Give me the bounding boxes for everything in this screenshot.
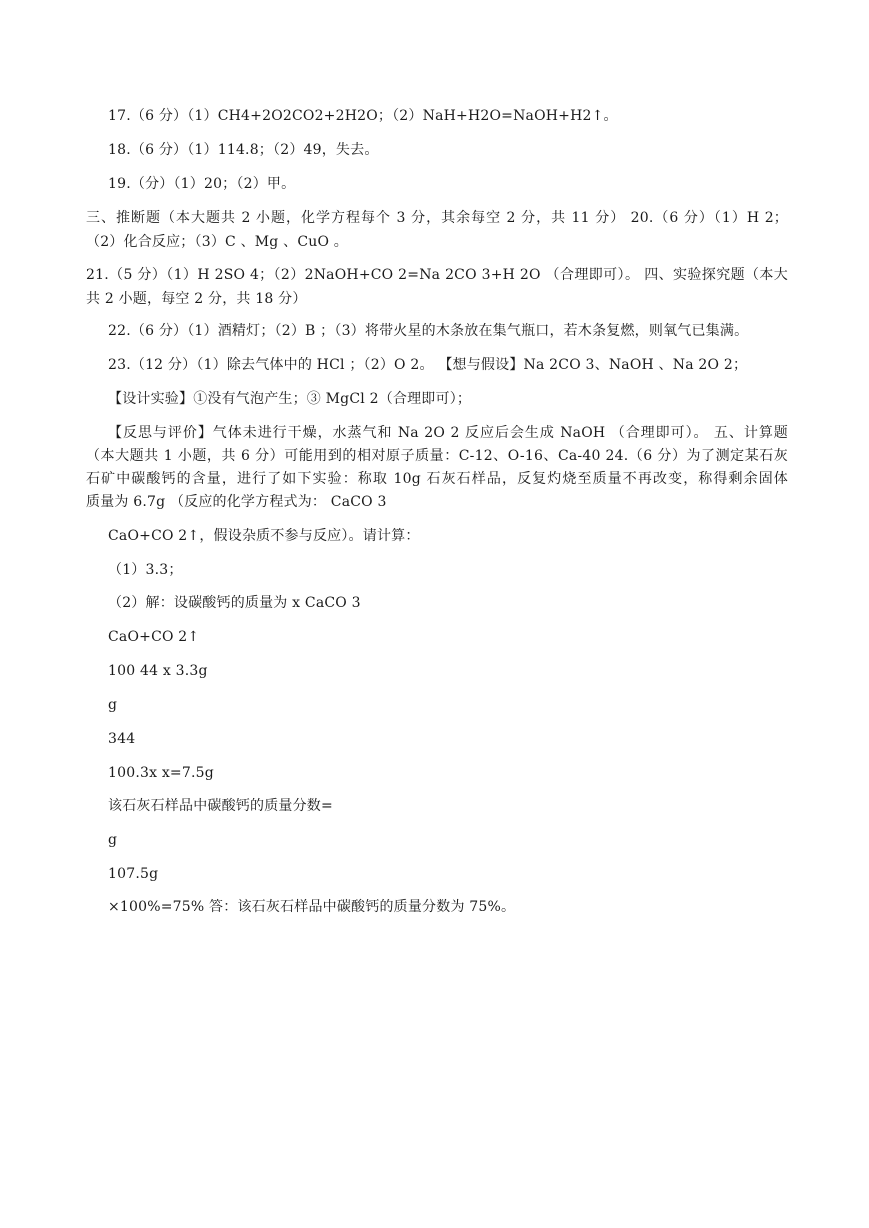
answer-20-continued: （2）化合反应；（3）C 、Mg 、CuO 。: [86, 234, 348, 250]
fraction-fragment-4: 107.5g: [108, 866, 159, 882]
section-4-heading-continued: 共 2 小题，每空 2 分，共 18 分）: [86, 291, 307, 307]
fraction-fragment-2: 344: [108, 731, 136, 747]
fraction-fragment-3: g: [108, 832, 118, 848]
mass-fraction-label: 该石灰石样品中碳酸钙的质量分数=: [108, 798, 333, 814]
answer-24-part-1: （1）3.3；: [108, 562, 183, 578]
final-answer: ×100%=75% 答：该石灰石样品中碳酸钙的质量分数为 75%。: [108, 899, 516, 915]
answer-22: 22.（6 分）（1）酒精灯；（2）B ；（3）将带火星的木条放在集气瓶口，若木条复燃，则氧气已集满。: [108, 323, 749, 339]
answer-23: 23.（12 分）（1）除去气体中的 HCl ；（2）O 2。 【想与假设】Na 2CO 3、NaOH 、Na 2O 2；: [108, 357, 748, 373]
answer-23-reflection: 【反思与评价】气体未进行干燥，水蒸气和 Na 2O 2 反应后会生成 NaOH （合理即可）。 五、计算题: [108, 425, 788, 441]
solution-result: 100.3x x=7.5g: [108, 765, 214, 781]
fraction-fragment-1: g: [108, 697, 118, 713]
section-3-heading-answer-20: 三、推断题（本大题共 2 小题，化学方程每个 3 分，其余每空 2 分，共 11 分） 20.（6 分）（1）H 2；: [86, 210, 788, 226]
answer-21-section-4-heading: 21.（5 分）（1）H 2SO 4；（2）2NaOH+CO 2=Na 2CO 3+H 2O （合理即可）。 四、实验探究题（本大: [86, 267, 788, 283]
answer-19: 19.（分）（1）20；（2）甲。: [108, 176, 296, 192]
answer-24-part-2: （2）解：设碳酸钙的质量为 x CaCO 3: [108, 595, 361, 611]
ratio-line: 100 44 x 3.3g: [108, 663, 208, 679]
section-5-heading: （本大题共 1 小题，共 6 分）可能用到的相对原子质量：C-12、O-16、Ca-40 24.（6 分）为了测定某石灰: [86, 448, 788, 464]
answer-23-design-experiment: 【设计实验】①没有气泡产生；③ MgCl 2（合理即可）；: [108, 391, 472, 407]
question-24-text-continued: 质量为 6.7g （反应的化学方程式为： CaCO 3: [86, 494, 387, 510]
question-24-text: 石矿中碳酸钙的含量，进行了如下实验：称取 10g 石灰石样品，反复灼烧至质量不再改变，称得剩余固体: [86, 471, 788, 487]
equation-products: CaO+CO 2↑: [108, 629, 200, 645]
answer-18: 18.（6 分）（1）114.8；（2）49，失去。: [108, 142, 379, 158]
question-24-equation: CaO+CO 2↑，假设杂质不参与反应）。请计算：: [108, 528, 420, 544]
answer-17: 17.（6 分）（1）CH4+2O2CO2+2H2O；（2）NaH+H2O=NaOH+H2↑。: [108, 108, 618, 124]
